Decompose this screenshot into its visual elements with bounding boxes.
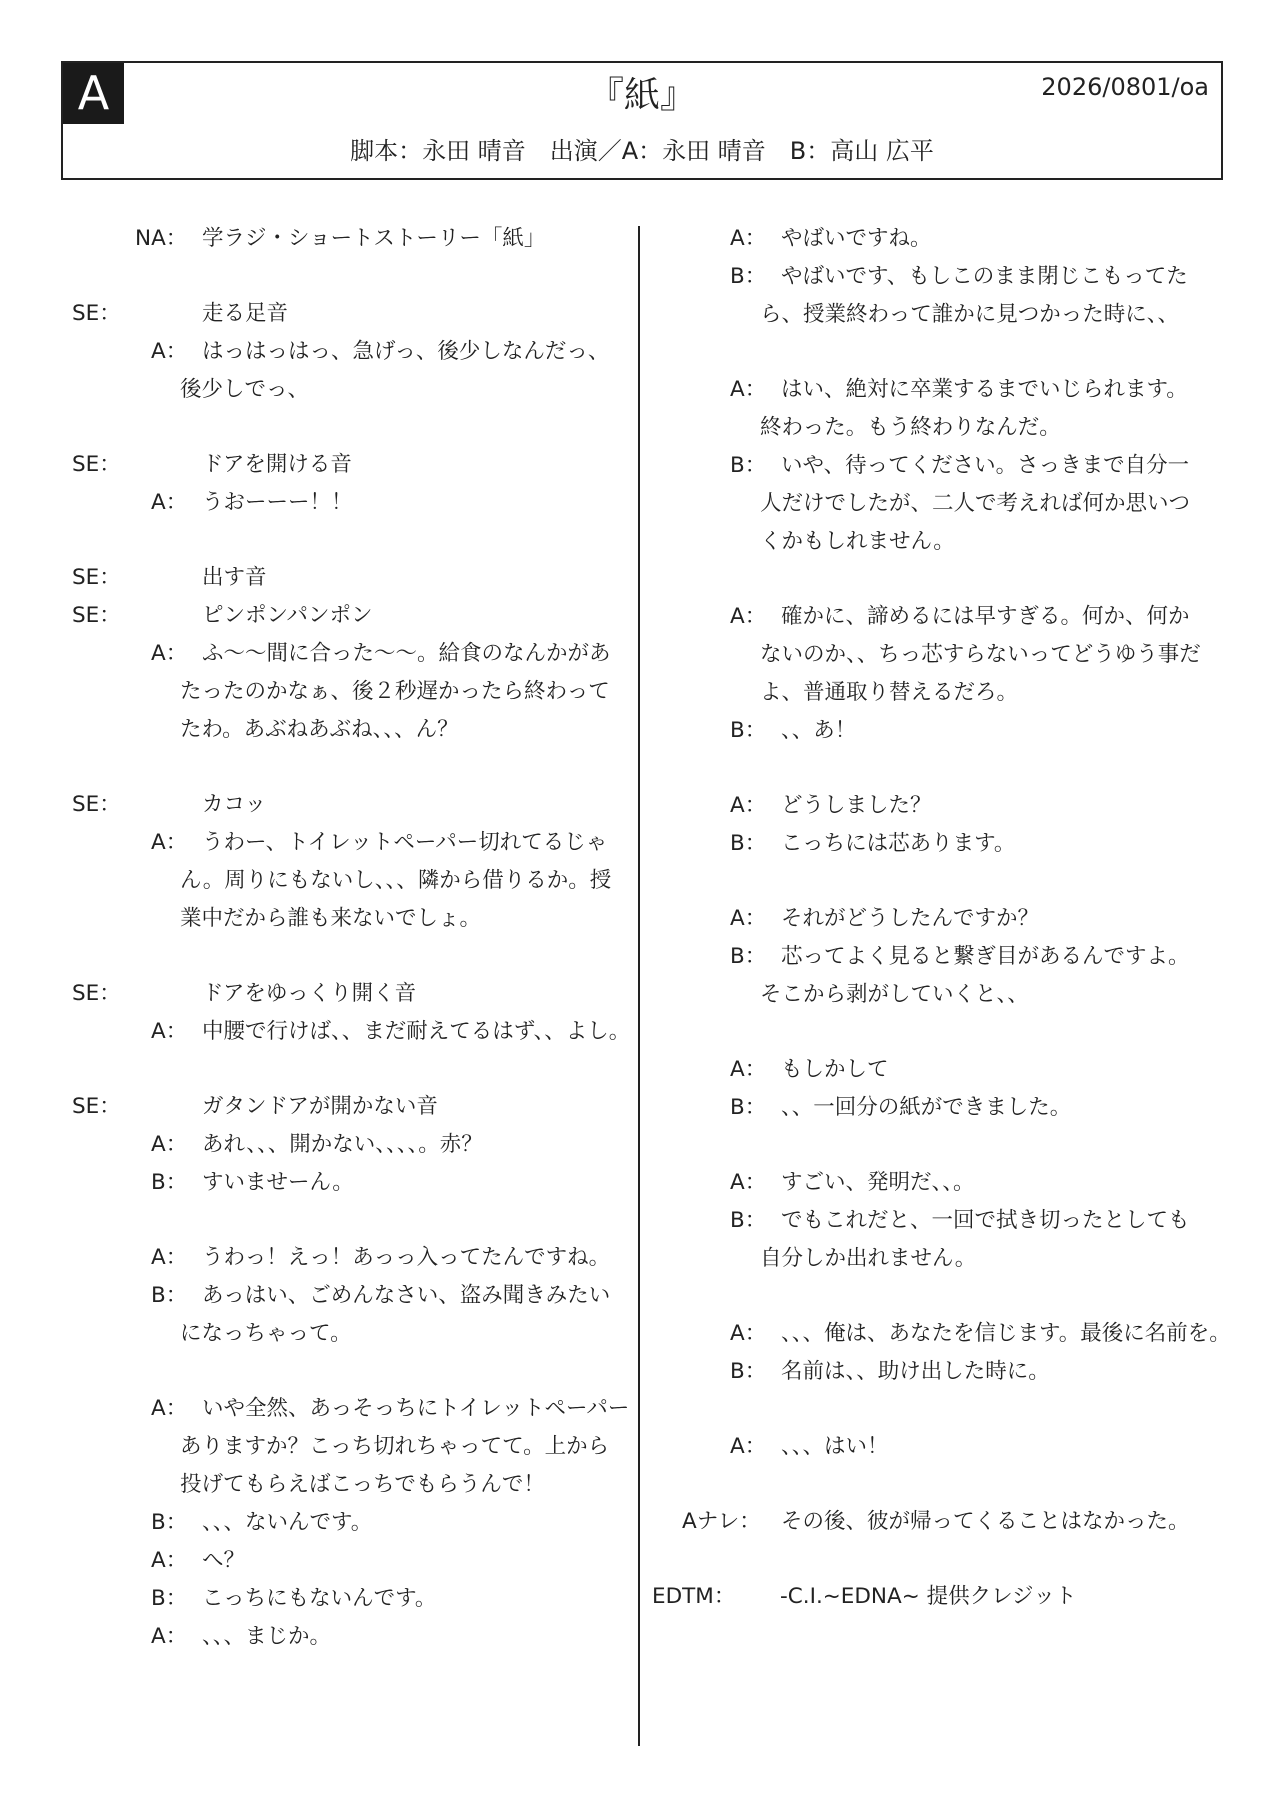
- line-gap: [0, 749, 638, 786]
- speaker-label: SE：: [72, 603, 121, 628]
- speaker-label: A：: [151, 1396, 188, 1421]
- script-line: [0, 220, 638, 258]
- line-text: たったのかなぁ、後２秒遅かったら終わって: [180, 679, 610, 704]
- speaker-label: B：: [151, 1283, 188, 1308]
- speaker-label: A：: [151, 339, 188, 364]
- part-badge: A: [63, 63, 124, 124]
- script-line: [640, 1315, 1280, 1353]
- speaker-label: SE：: [72, 565, 121, 590]
- speaker-label: SE：: [72, 1094, 121, 1119]
- line-text: たわ。あぶねあぶね、、、ん？: [180, 717, 459, 742]
- line-text: くかもしれません。: [760, 529, 955, 554]
- speaker-label: EDTM：: [652, 1584, 736, 1609]
- script-line: [0, 1164, 638, 1202]
- line-text: 走る足音: [202, 301, 289, 326]
- script-line: [640, 938, 1280, 976]
- page-title: 『紙』: [587, 75, 696, 116]
- line-text: ん。周りにもないし、、、隣から借りるか。授: [180, 868, 612, 893]
- speaker-label: SE：: [72, 792, 121, 817]
- line-text: もしかして: [781, 1057, 889, 1082]
- line-text: はっはっはっ、急げっ、後少しなんだっ、: [202, 339, 610, 364]
- line-text: あっはい、ごめんなさい、盗み聞きみたい: [202, 1283, 611, 1308]
- speaker-label: Aナレ：: [682, 1509, 761, 1534]
- script-line: [0, 1277, 638, 1315]
- script-line: [0, 1466, 638, 1504]
- speaker-label: SE：: [72, 981, 121, 1006]
- script-line: [0, 635, 638, 673]
- line-text: 芯ってよく見ると繋ぎ目があるんですよ。: [781, 944, 1190, 969]
- line-gap: [0, 1202, 638, 1239]
- speaker-label: B：: [151, 1510, 188, 1535]
- speaker-label: A：: [151, 490, 188, 515]
- line-gap: [640, 1541, 1280, 1578]
- line-gap: [640, 750, 1280, 787]
- script-line: [640, 523, 1280, 561]
- script-line: [0, 862, 638, 900]
- script-line: [0, 711, 638, 749]
- speaker-label: A：: [151, 1624, 188, 1649]
- speaker-label: A：: [151, 1548, 188, 1573]
- line-text: よ、普通取り替えるだろ。: [760, 680, 1019, 705]
- speaker-label: SE：: [72, 452, 121, 477]
- speaker-label: A：: [730, 1321, 767, 1346]
- speaker-label: A：: [730, 1170, 767, 1195]
- line-gap: [640, 1278, 1280, 1315]
- line-text: 名前は、、助け出した時に。: [781, 1359, 1050, 1384]
- script-line: [0, 333, 638, 371]
- speaker-label: B：: [730, 453, 767, 478]
- script-line: [640, 1428, 1280, 1466]
- line-text: ピンポンパンポン: [202, 603, 373, 628]
- line-text: 中腰で行けば、、まだ耐えてるはず、、よし。: [202, 1019, 631, 1044]
- line-text: ないのか、、ちっ芯すらないってどうゆう事だ: [760, 642, 1201, 667]
- line-text: そこから剥がしていくと、、: [760, 982, 1029, 1007]
- line-text: へ？: [202, 1548, 246, 1573]
- speaker-label: B：: [730, 831, 767, 856]
- speaker-label: SE：: [72, 301, 121, 326]
- speaker-label: B：: [730, 1208, 767, 1233]
- line-text: 確かに、諦めるには早すぎる。何か、何か: [781, 604, 1190, 629]
- line-text: こっちには芯あります。: [781, 831, 1016, 856]
- line-gap: [0, 1051, 638, 1088]
- script-line: [640, 296, 1280, 334]
- script-column-right: [640, 220, 1280, 1616]
- speaker-label: A：: [151, 1132, 188, 1157]
- script-line: [640, 900, 1280, 938]
- script-line: [0, 900, 638, 938]
- line-text: うわー、トイレットペーパー切れてるじゃ: [202, 830, 608, 855]
- line-text: -C.I.~EDNA~ 提供クレジット: [780, 1584, 1077, 1609]
- line-gap: [0, 522, 638, 559]
- script-line: [640, 1578, 1280, 1616]
- script-line: [0, 484, 638, 522]
- line-text: いや全然、あっそっちにトイレットペーパー: [202, 1396, 630, 1421]
- line-gap: [0, 938, 638, 975]
- cast-credits: 脚本：永田 晴音 出演／A：永田 晴音 B：高山 広平: [350, 137, 934, 165]
- line-text: それがどうしたんですか？: [781, 906, 1040, 931]
- script-line: [0, 975, 638, 1013]
- line-gap: [640, 561, 1280, 598]
- speaker-label: A：: [730, 793, 767, 818]
- speaker-label: A：: [730, 226, 767, 251]
- script-line: [0, 1580, 638, 1618]
- script-line: [0, 1013, 638, 1051]
- line-text: ら、授業終わって誰かに見つかった時に、、: [760, 302, 1180, 327]
- speaker-label: A：: [730, 1057, 767, 1082]
- script-line: [640, 258, 1280, 296]
- speaker-label: NA：: [135, 226, 188, 251]
- script-line: [640, 598, 1280, 636]
- speaker-label: A：: [151, 641, 188, 666]
- line-text: 終わった。もう終わりなんだ。: [760, 415, 1061, 440]
- line-gap: [640, 1127, 1280, 1164]
- line-text: あれ、、、開かない、、、、。赤？: [202, 1132, 483, 1157]
- line-text: ドアをゆっくり開く音: [202, 981, 417, 1006]
- script-line: [0, 1315, 638, 1353]
- line-text: すごい、発明だ、、。: [781, 1170, 975, 1195]
- script-line: [640, 447, 1280, 485]
- line-text: 学ラジ・ショートストーリー「紙」: [202, 226, 546, 251]
- script-line: [0, 673, 638, 711]
- speaker-label: A：: [730, 1434, 767, 1459]
- line-gap: [640, 863, 1280, 900]
- line-gap: [0, 409, 638, 446]
- line-gap: [640, 334, 1280, 371]
- script-line: [0, 1504, 638, 1542]
- line-text: うおーーー！！: [202, 490, 353, 515]
- line-text: 後少しでっ、: [180, 377, 310, 402]
- script-line: [0, 1618, 638, 1656]
- line-text: になっちゃって。: [180, 1321, 352, 1346]
- script-line: [0, 295, 638, 333]
- script-line: [0, 1126, 638, 1164]
- script-line: [640, 1051, 1280, 1089]
- speaker-label: B：: [151, 1170, 188, 1195]
- line-text: カコッ: [202, 792, 267, 817]
- line-text: いや、待ってください。さっきまで自分一: [781, 453, 1190, 478]
- line-text: その後、彼が帰ってくることはなかった。: [781, 1509, 1190, 1534]
- speaker-label: B：: [730, 1095, 767, 1120]
- speaker-label: A：: [730, 906, 767, 931]
- line-text: 業中だから誰も来ないでしょ。: [180, 906, 482, 931]
- script-line: [640, 1240, 1280, 1278]
- script-line: [640, 1202, 1280, 1240]
- script-line: [640, 485, 1280, 523]
- line-text: 、、、ないんです。: [202, 1510, 373, 1535]
- line-text: ドアを開ける音: [202, 452, 352, 477]
- speaker-label: A：: [151, 830, 188, 855]
- line-gap: [640, 1391, 1280, 1428]
- line-gap: [640, 1466, 1280, 1503]
- line-text: ありますか？こっち切れちゃってて。上から: [180, 1434, 610, 1459]
- speaker-label: B：: [730, 718, 767, 743]
- script-line: [640, 409, 1280, 447]
- line-text: どうしました？: [781, 793, 932, 818]
- script-line: [0, 371, 638, 409]
- line-text: 、、、はい！: [781, 1434, 889, 1459]
- line-text: 、、あ！: [781, 718, 857, 743]
- line-text: やばいですね。: [781, 226, 932, 251]
- line-text: こっちにもないんです。: [202, 1586, 437, 1611]
- speaker-label: A：: [151, 1245, 188, 1270]
- line-text: でもこれだと、一回で拭き切ったとしても: [781, 1208, 1190, 1233]
- script-line: [0, 559, 638, 597]
- script-line: [640, 220, 1280, 258]
- script-line: [640, 1503, 1280, 1541]
- script-line: [0, 1428, 638, 1466]
- line-text: 、、一回分の紙ができました。: [781, 1095, 1072, 1120]
- speaker-label: A：: [151, 1019, 188, 1044]
- script-line: [640, 674, 1280, 712]
- script-header: [61, 61, 1223, 180]
- broadcast-date: 2026/0801/oa: [1041, 73, 1209, 101]
- script-line: [640, 1089, 1280, 1127]
- script-line: [640, 825, 1280, 863]
- script-line: [640, 371, 1280, 409]
- line-text: 自分しか出れません。: [760, 1246, 977, 1271]
- script-column-left: [0, 220, 638, 1656]
- line-text: 、、、俺は、あなたを信じます。最後に名前を。: [781, 1321, 1231, 1346]
- script-line: [640, 976, 1280, 1014]
- line-text: ふ〜〜間に合った〜〜。給食のなんかがあ: [202, 641, 611, 666]
- line-text: ガタンドアが開かない音: [202, 1094, 438, 1119]
- script-line: [0, 446, 638, 484]
- script-line: [0, 824, 638, 862]
- script-line: [640, 1353, 1280, 1391]
- script-line: [640, 787, 1280, 825]
- line-gap: [640, 1014, 1280, 1051]
- script-line: [0, 1390, 638, 1428]
- script-line: [640, 712, 1280, 750]
- script-line: [0, 1239, 638, 1277]
- line-text: 人だけでしたが、二人で考えれば何か思いつ: [760, 491, 1191, 516]
- speaker-label: B：: [151, 1586, 188, 1611]
- line-text: すいませーん。: [202, 1170, 354, 1195]
- speaker-label: A：: [730, 377, 767, 402]
- speaker-label: B：: [730, 1359, 767, 1384]
- line-text: 、、、まじか。: [202, 1624, 332, 1649]
- line-text: はい、絶対に卒業するまでいじられます。: [781, 377, 1188, 402]
- speaker-label: A：: [730, 604, 767, 629]
- script-line: [0, 786, 638, 824]
- line-gap: [0, 258, 638, 295]
- script-line: [0, 1088, 638, 1126]
- line-gap: [0, 1353, 638, 1390]
- line-text: 投げてもらえばこっちでもらうんで！: [180, 1472, 545, 1497]
- script-line: [640, 1164, 1280, 1202]
- script-line: [0, 1542, 638, 1580]
- speaker-label: B：: [730, 264, 767, 289]
- line-text: うわっ！えっ！あっっ入ってたんですね。: [202, 1245, 611, 1270]
- speaker-label: B：: [730, 944, 767, 969]
- line-text: 出す音: [202, 565, 267, 590]
- line-text: やばいです、もしこのまま閉じこもってた: [781, 264, 1188, 289]
- script-line: [640, 636, 1280, 674]
- script-line: [0, 597, 638, 635]
